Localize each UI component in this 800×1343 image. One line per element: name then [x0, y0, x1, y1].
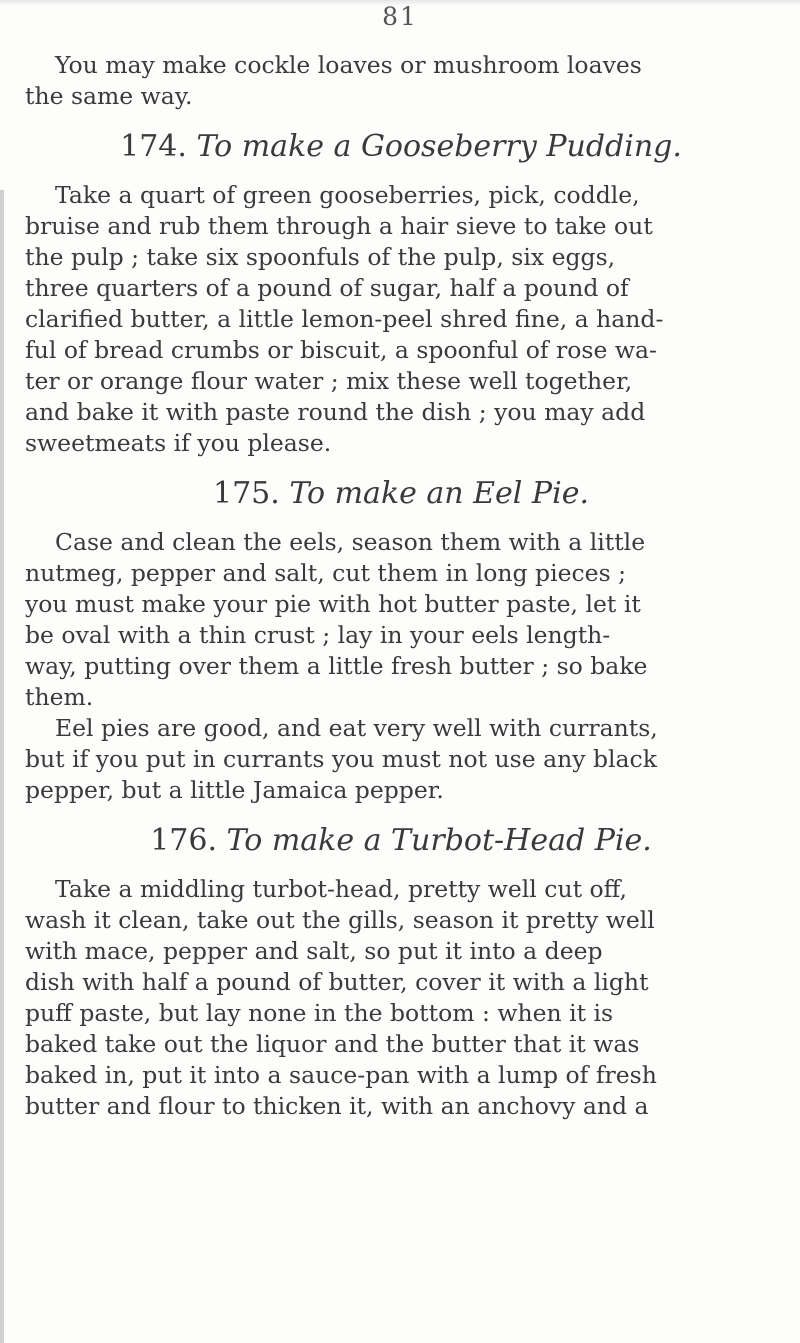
text-line: Take a quart of green gooseberries, pick, coddle,	[55, 181, 640, 209]
recipe-number: 176.	[150, 823, 217, 858]
recipe-title: To make a Turbot-Head Pie.	[226, 823, 652, 858]
text-line: ter or orange flour water ; mix these well together,	[25, 367, 633, 395]
recipe-176	[25, 822, 777, 1122]
text-line: but if you put in currants you must not use any black	[25, 745, 657, 773]
text-line: baked take out the liquor and the butter that it was	[25, 1030, 640, 1058]
page-number: 81	[382, 2, 418, 31]
text-line: you must make your pie with hot butter paste, let it	[25, 590, 641, 618]
text-line: You may make cockle loaves or mushroom loaves	[55, 51, 642, 79]
text-line: bruise and rub them through a hair sieve to take out	[25, 212, 653, 240]
recipe-paragraph	[25, 527, 777, 713]
recipe-heading	[25, 128, 777, 166]
recipe-title: To make a Gooseberry Pudding.	[196, 129, 682, 164]
text-line: Case and clean the eels, season them with a little	[55, 528, 646, 556]
recipe-heading	[25, 822, 777, 860]
intro-paragraph	[25, 50, 777, 112]
recipe-paragraph	[25, 713, 777, 806]
text-line: wash it clean, take out the gills, season it pretty well	[25, 906, 655, 934]
text-line: puff paste, but lay none in the bottom : when it is	[25, 999, 614, 1027]
page-left-edge	[0, 190, 4, 1343]
recipe-heading	[25, 475, 777, 513]
text-line: nutmeg, pepper and salt, cut them in long pieces ;	[25, 559, 627, 587]
text-line: clarified butter, a little lemon-peel shred fine, a hand-	[25, 305, 664, 333]
text-line: and bake it with paste round the dish ; you may add	[25, 398, 646, 426]
recipe-number: 174.	[120, 129, 187, 164]
text-line: sweetmeats if you please.	[25, 429, 332, 457]
text-line: the same way.	[25, 82, 193, 110]
text-line: be oval with a thin crust ; lay in your eels length-	[25, 621, 611, 649]
text-line: three quarters of a pound of sugar, half a pound of	[25, 274, 629, 302]
recipe-174	[25, 128, 777, 459]
text-line: Eel pies are good, and eat very well with currants,	[55, 714, 658, 742]
text-line: butter and flour to thicken it, with an anchovy and a	[25, 1092, 649, 1120]
text-line: them.	[25, 683, 94, 711]
text-line: ful of bread crumbs or biscuit, a spoonful of rose wa-	[25, 336, 657, 364]
recipe-paragraph	[25, 180, 777, 459]
text-line: Take a middling turbot-head, pretty well cut off,	[55, 875, 627, 903]
recipe-175	[25, 475, 777, 806]
recipe-title: To make an Eel Pie.	[289, 476, 590, 511]
page-body	[25, 50, 777, 1122]
text-line: with mace, pepper and salt, so put it into a deep	[25, 937, 603, 965]
recipe-paragraph	[25, 874, 777, 1122]
text-line: way, putting over them a little fresh butter ; so bake	[25, 652, 648, 680]
text-line: pepper, but a little Jamaica pepper.	[25, 776, 444, 804]
text-line: the pulp ; take six spoonfuls of the pulp, six eggs,	[25, 243, 616, 271]
text-line: dish with half a pound of butter, cover it with a light	[25, 968, 649, 996]
recipe-number: 175.	[212, 476, 280, 511]
text-line: baked in, put it into a sauce-pan with a lump of fresh	[25, 1061, 657, 1089]
